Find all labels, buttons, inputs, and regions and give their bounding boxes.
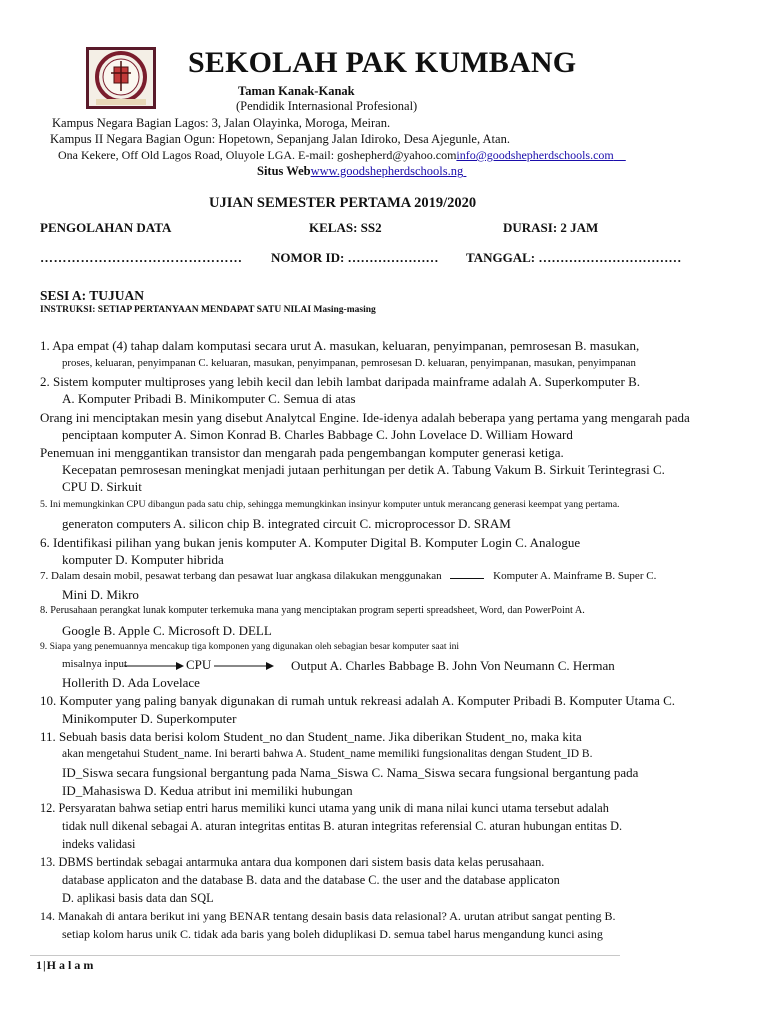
question-7-blank[interactable] (450, 578, 484, 579)
address-line-3 (58, 148, 626, 163)
exam-class: KELAS: SS2 (309, 220, 382, 235)
address-line-1: Kampus Negara Bagian Lagos: 3, Jalan Olayinka, Moroga, Meiran. (52, 116, 391, 130)
exam-duration: DURASI: 2 JAM (503, 220, 599, 235)
question-10-line-1: 10. Komputer yang paling banyak digunakan di rumah untuk rekreasi adalah A. Komputer Pribadi B. Komputer Utama C. (40, 693, 676, 708)
question-3-line-2: penciptaan komputer A. Simon Konrad B. Charles Babbage C. John Lovelace D. William Howard (62, 427, 573, 442)
page-footer: 1|H a l a m (36, 958, 94, 972)
question-7-text: 7. Dalam desain mobil, pesawat terbang dan pesawat luar angkasa dilakukan menggunakan (40, 570, 442, 582)
question-13-line-1: 13. DBMS bertindak sebagai antarmuka antara dua komponen dari sistem basis data kelas perusahaan. (40, 855, 545, 869)
question-8-line-1: 8. Perusahaan perangkat lunak komputer terkemuka mana yang menciptakan program seperti spreadsheet, Word, dan PowerPoint A. (40, 605, 585, 616)
question-12-line-2: tidak null dikenal sebagai A. aturan integritas entitas B. aturan integritas referensial C. aturan hubungan entitas D. (62, 819, 623, 833)
website-link[interactable]: www.goodshepherdschools.ng (310, 164, 464, 178)
question-13-line-3: D. aplikasi basis data dan SQL (62, 891, 214, 905)
school-logo (86, 47, 156, 109)
question-9-line-1: 9. Siapa yang penemuannya mencakup tiga komponen yang digunakan oleh sebagian besar komputer saat ini (40, 641, 460, 652)
question-12-line-3: indeks validasi (62, 837, 136, 851)
question-9-line-2: Output A. Charles Babbage B. John Von Neumann C. Herman (291, 658, 615, 673)
address-line-2: Kampus II Negara Bagian Ogun: Hopetown, Sepanjang Jalan Idiroko, Desa Ajegunle, Atan. (50, 132, 510, 146)
question-6-line-2: komputer D. Komputer hibrida (62, 552, 224, 567)
question-11-line-3: ID_Siswa secara fungsional bergantung pada Nama_Siswa C. Nama_Siswa secara fungsional bergantung pada (62, 765, 639, 780)
question-11-line-2: akan mengetahui Student_name. Ini berarti bahwa A. Student_name memiliki fungsionalitas dengan Student_ID B. (62, 748, 593, 760)
arrow-right-icon (124, 660, 184, 672)
school-name: SEKOLAH PAK KUMBANG (188, 46, 577, 79)
question-10-line-2: Minikomputer D. Superkomputer (62, 711, 237, 726)
question-11-line-4: ID_Mahasiswa D. Kedua atribut ini memiliki hubungan (62, 783, 353, 798)
question-7-line-1 (40, 570, 656, 582)
question-6-line-1: 6. Identifikasi pilihan yang bukan jenis komputer A. Komputer Digital B. Komputer Login C. Analogue (40, 535, 581, 550)
question-14-line-1: 14. Manakah di antara berikut ini yang BENAR tentang desain basis data relasional? A. urutan atribut sangat penting B. (40, 909, 616, 923)
question-5-line-1: 5. Ini memungkinkan CPU dibangun pada satu chip, sehingga memungkinkan insinyur komputer untuk merancang generasi keempat yang pertama. (40, 499, 620, 510)
question-4-line-2: Kecepatan pemrosesan meningkat menjadi jutaan perhitungan per detik A. Tabung Vakum B. Sirkuit Terintegrasi C. (62, 462, 665, 477)
website-line (257, 164, 466, 179)
section-title: SESI A: TUJUAN (40, 288, 145, 303)
contact-text: Ona Kekere, Off Old Lagos Road, Oluyole LGA. E-mail: goshepherd@yahoo.com (58, 148, 457, 162)
email-link[interactable]: info@goodshepherdschools.com (456, 148, 614, 162)
school-subtitle-2: (Pendidik Internasional Profesional) (236, 99, 418, 113)
student-name-blank[interactable]: ……………………………………… (40, 250, 243, 265)
school-subtitle: Taman Kanak-Kanak (238, 84, 355, 98)
arrow-right-icon (214, 660, 274, 672)
section-instruction: INSTRUKSI: SETIAP PERTANYAAN MENDAPAT SATU NILAI Masing-masing (40, 305, 376, 315)
question-7-line-2: Mini D. Mikro (62, 587, 139, 602)
question-5-line-2: generaton computers A. silicon chip B. integrated circuit C. microprocessor D. SRAM (62, 516, 511, 531)
website-label: Situs Web (257, 164, 311, 178)
question-9-cpu-label: CPU (186, 657, 212, 672)
page-label: H a l a m (46, 958, 94, 972)
question-4-line-3: CPU D. Sirkuit (62, 479, 142, 494)
page-number: 1 (36, 958, 42, 972)
question-8-line-2: Google B. Apple C. Microsoft D. DELL (62, 623, 272, 638)
question-1-line-2: proses, keluaran, penyimpanan C. keluaran, masukan, penyimpanan, pemrosesan D. keluaran, penyimpanan, masukan, penyimpanan (62, 357, 636, 369)
student-id-field[interactable]: NOMOR ID: ………………… (271, 250, 439, 265)
footer-divider (30, 955, 620, 956)
question-1-line-1: 1. Apa empat (4) tahap dalam komputasi secara urut A. masukan, keluaran, penyimpanan, pemrosesan B. masukan, (40, 338, 640, 353)
question-13-line-2: database applicaton and the database B. data and the database C. the user and the database applicaton (62, 873, 560, 887)
question-11-line-1: 11. Sebuah basis data berisi kolom Student_no dan Student_name. Jika diberikan Student_no, maka kita (40, 729, 582, 744)
exam-title: UJIAN SEMESTER PERTAMA 2019/2020 (209, 195, 477, 211)
exam-subject: PENGOLAHAN DATA (40, 220, 172, 235)
question-4-line-1: Penemuan ini menggantikan transistor dan mengarah pada pengembangan komputer generasi ketiga. (40, 445, 564, 460)
question-12-line-1: 12. Persyaratan bahwa setiap entri harus memiliki kunci utama yang unik di mana nilai kunci utama tersebut adalah (40, 801, 609, 815)
date-field[interactable]: TANGGAL: …………………………… (466, 250, 682, 265)
question-9-line-3: Hollerith D. Ada Lovelace (62, 675, 200, 690)
question-3-line-1: Orang ini menciptakan mesin yang disebut Analytcal Engine. Ide-idenya adalah beberapa yang pertama yang mengarah pada (40, 410, 690, 425)
question-2-line-1: 2. Sistem komputer multiproses yang lebih kecil dan lebih lambat daripada mainframe adalah A. Superkomputer B. (40, 374, 641, 389)
question-2-line-2: A. Komputer Pribadi B. Minikomputer C. Semua di atas (62, 391, 356, 406)
question-14-line-2: setiap kolom harus unik C. tidak ada baris yang boleh diduplikasi D. semua tabel harus mengandung kunci asing (62, 927, 603, 941)
question-9-input-label: misalnya input (62, 658, 128, 670)
question-7-text-b: Komputer A. Mainframe B. Super C. (493, 570, 657, 582)
